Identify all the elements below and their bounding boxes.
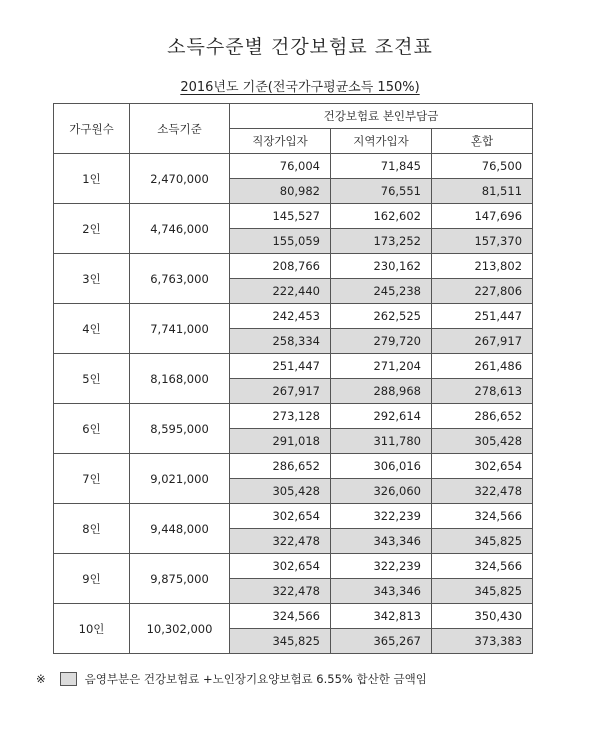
premium-cell-shaded: 345,825 (432, 529, 533, 554)
premium-cell: 230,162 (331, 254, 432, 279)
table-row (54, 604, 533, 629)
premium-cell: 273,128 (230, 404, 331, 429)
premium-cell-shaded: 267,917 (230, 379, 331, 404)
premium-cell: 324,566 (230, 604, 331, 629)
household-cell: 5인 (54, 354, 130, 404)
note-mark: ※ (36, 672, 46, 686)
premium-cell: 286,652 (230, 454, 331, 479)
premium-cell-shaded: 326,060 (331, 479, 432, 504)
premium-cell: 147,696 (432, 204, 533, 229)
premium-table (53, 103, 533, 654)
household-cell: 4인 (54, 304, 130, 354)
header-burden: 건강보험료 본인부담금 (230, 104, 533, 129)
premium-cell-shaded: 267,917 (432, 329, 533, 354)
premium-cell-shaded: 76,551 (331, 179, 432, 204)
household-cell: 7인 (54, 454, 130, 504)
premium-cell-shaded: 279,720 (331, 329, 432, 354)
premium-cell-shaded: 222,440 (230, 279, 331, 304)
premium-cell: 302,654 (230, 554, 331, 579)
premium-cell: 302,654 (230, 504, 331, 529)
premium-cell: 306,016 (331, 454, 432, 479)
header-mixed: 혼합 (432, 129, 533, 154)
premium-cell-shaded: 288,968 (331, 379, 432, 404)
premium-cell-shaded: 227,806 (432, 279, 533, 304)
premium-cell-shaded: 343,346 (331, 579, 432, 604)
household-cell: 2인 (54, 204, 130, 254)
income-cell: 7,741,000 (130, 304, 230, 354)
premium-cell: 324,566 (432, 504, 533, 529)
premium-cell: 350,430 (432, 604, 533, 629)
table-row (54, 254, 533, 279)
table-row (54, 554, 533, 579)
household-cell: 1인 (54, 154, 130, 204)
premium-cell: 76,500 (432, 154, 533, 179)
header-employee: 직장가입자 (230, 129, 331, 154)
income-cell: 8,168,000 (130, 354, 230, 404)
income-cell: 9,448,000 (130, 504, 230, 554)
premium-cell-shaded: 173,252 (331, 229, 432, 254)
table-row (54, 354, 533, 379)
header-regional: 지역가입자 (331, 129, 432, 154)
table-row (54, 504, 533, 529)
premium-cell-shaded: 322,478 (230, 579, 331, 604)
premium-cell: 262,525 (331, 304, 432, 329)
premium-cell-shaded: 365,267 (331, 629, 432, 654)
premium-cell-shaded: 373,383 (432, 629, 533, 654)
premium-cell: 322,239 (331, 554, 432, 579)
premium-cell: 76,004 (230, 154, 331, 179)
premium-cell: 292,614 (331, 404, 432, 429)
premium-cell: 251,447 (432, 304, 533, 329)
premium-cell-shaded: 258,334 (230, 329, 331, 354)
note-text: 음영부분은 건강보험료 +노인장기요양보험료 6.55% 합산한 금액임 (84, 672, 427, 686)
premium-cell-shaded: 322,478 (230, 529, 331, 554)
subtitle-text: 2016년도 기준(전국가구평균소득 150%) (180, 80, 420, 95)
premium-cell-shaded: 80,982 (230, 179, 331, 204)
premium-cell-shaded: 155,059 (230, 229, 331, 254)
income-cell: 2,470,000 (130, 154, 230, 204)
premium-cell: 302,654 (432, 454, 533, 479)
premium-cell: 271,204 (331, 354, 432, 379)
premium-cell: 251,447 (230, 354, 331, 379)
premium-cell-shaded: 343,346 (331, 529, 432, 554)
premium-cell: 286,652 (432, 404, 533, 429)
income-cell: 10,302,000 (130, 604, 230, 654)
household-cell: 6인 (54, 404, 130, 454)
premium-cell-shaded: 291,018 (230, 429, 331, 454)
premium-cell: 208,766 (230, 254, 331, 279)
household-cell: 9인 (54, 554, 130, 604)
header-income: 소득기준 (130, 104, 230, 154)
premium-cell: 324,566 (432, 554, 533, 579)
page-subtitle (0, 76, 600, 95)
premium-cell: 213,802 (432, 254, 533, 279)
shade-legend-swatch (60, 672, 77, 686)
premium-cell: 71,845 (331, 154, 432, 179)
header-household: 가구원수 (54, 104, 130, 154)
premium-cell: 342,813 (331, 604, 432, 629)
premium-cell-shaded: 81,511 (432, 179, 533, 204)
premium-cell-shaded: 157,370 (432, 229, 533, 254)
table-row (54, 154, 533, 179)
premium-cell-shaded: 278,613 (432, 379, 533, 404)
premium-cell: 162,602 (331, 204, 432, 229)
income-cell: 9,021,000 (130, 454, 230, 504)
income-cell: 4,746,000 (130, 204, 230, 254)
premium-cell: 261,486 (432, 354, 533, 379)
table-row (54, 404, 533, 429)
page-title: 소득수준별 건강보험료 조견표 (167, 36, 433, 58)
premium-cell: 145,527 (230, 204, 331, 229)
table-row (54, 304, 533, 329)
income-cell: 6,763,000 (130, 254, 230, 304)
income-cell: 8,595,000 (130, 404, 230, 454)
premium-cell-shaded: 345,825 (432, 579, 533, 604)
premium-cell-shaded: 305,428 (230, 479, 331, 504)
table-row (54, 204, 533, 229)
table-body (54, 154, 533, 654)
table-row (54, 454, 533, 479)
household-cell: 10인 (54, 604, 130, 654)
premium-cell: 242,453 (230, 304, 331, 329)
premium-cell-shaded: 245,238 (331, 279, 432, 304)
income-cell: 9,875,000 (130, 554, 230, 604)
household-cell: 8인 (54, 504, 130, 554)
premium-cell-shaded: 345,825 (230, 629, 331, 654)
premium-cell-shaded: 305,428 (432, 429, 533, 454)
premium-cell: 322,239 (331, 504, 432, 529)
footnote (36, 671, 427, 687)
premium-cell-shaded: 311,780 (331, 429, 432, 454)
premium-cell-shaded: 322,478 (432, 479, 533, 504)
household-cell: 3인 (54, 254, 130, 304)
